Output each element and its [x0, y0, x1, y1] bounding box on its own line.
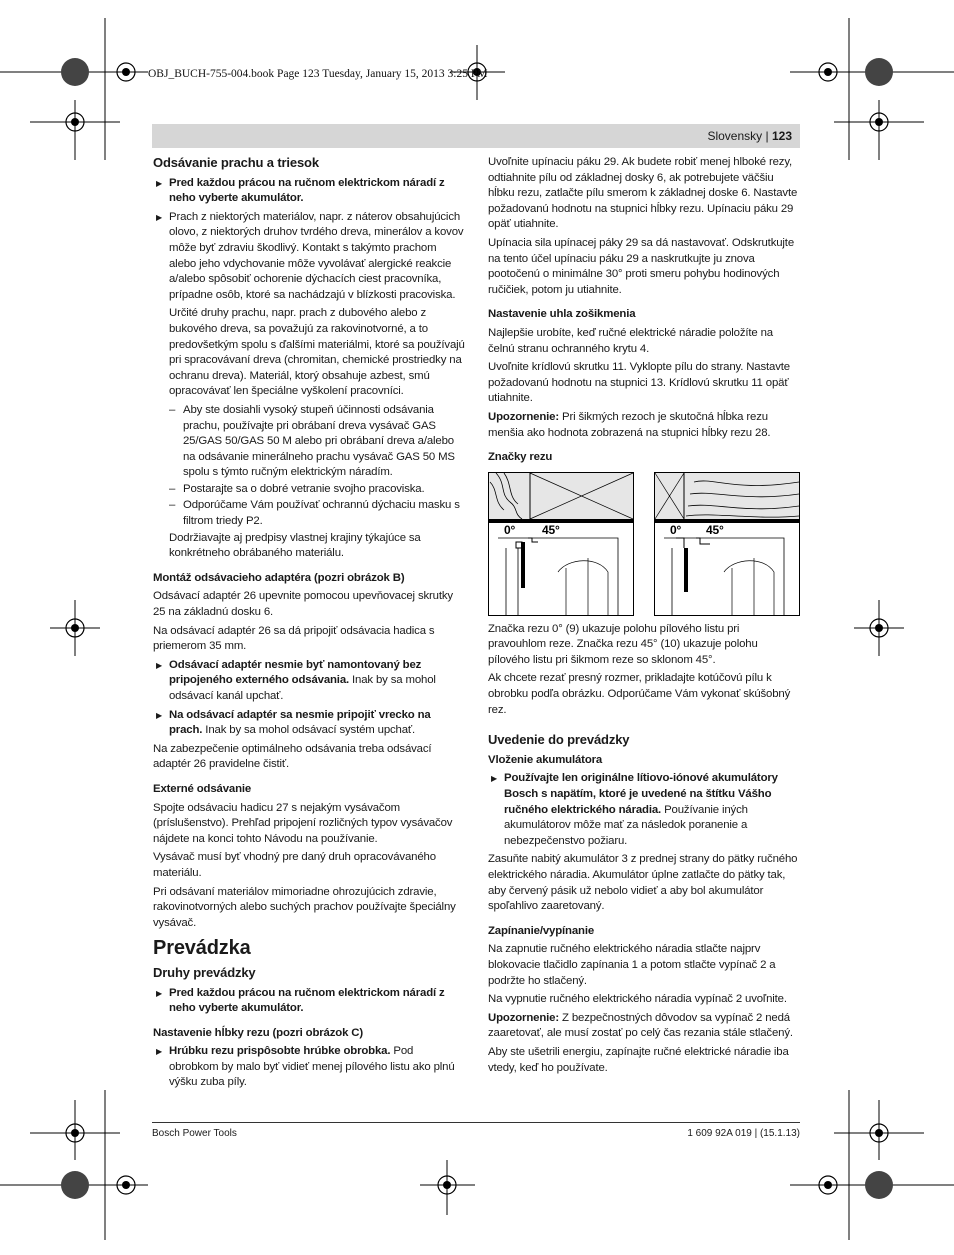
footer-doc-number: 1 609 92A 019 | (15.1.13) [687, 1128, 800, 1139]
subsection-title-battery: Vloženie akumulátora [488, 753, 603, 766]
paragraph: Pri odsávaní materiálov mimoriadne ohrozujúcich zdravie, rakovinotvorných alebo suchých prachov používajte špeciálny vysávač. [153, 885, 456, 929]
paragraph: Na zabezpečenie optimálneho odsávania treba odsávací adaptér 26 pravidelne čistiť. [153, 742, 432, 771]
note [488, 1011, 800, 1042]
warning-bullet [488, 771, 800, 849]
figure-45-degree-cut [654, 472, 800, 616]
label-45-degree: 45° [706, 522, 724, 537]
cut-marks-figures [488, 472, 800, 616]
bullet-text: Pod obrobkom by malo byť vidieť menej pílového listu ako plnú výšku zuba píly. [169, 1045, 455, 1089]
header-language: Slovensky [707, 129, 763, 143]
note-label: Upozornenie: [488, 410, 559, 423]
subsection-title-switch: Zapínanie/vypínanie [488, 924, 595, 937]
paragraph: Na odsávací adaptér 26 sa dá pripojiť odsávacia hadica s priemerom 35 mm. [153, 624, 435, 653]
section-title-modes: Druhy prevádzky [153, 964, 256, 980]
note [488, 410, 800, 441]
note-text: Z bezpečnostných dôvodov sa vypínač 2 nedá zaaretovať, ale musí zostať po celý čas rezania stále stlačený. [488, 1011, 793, 1040]
right-column [488, 155, 800, 1079]
bullet-bold: Používajte len originálne lítiovo-iónové akumulátory Bosch s napätím, ktoré je uvedené na štítku Vášho ručného elektrického náradia. [504, 772, 778, 816]
subsection-title-depth: Nastavenie hĺbky rezu (pozri obrázok C) [153, 1026, 363, 1039]
paragraph: Ak chcete rezať presný rozmer, prikladajte kotúčovú pílu k obrobku podľa obrázku. Odporúčame Vám vykonať skúšobný rez. [488, 672, 791, 716]
warning-bullet [153, 210, 465, 304]
bullet-text: Pred každou prácou na ručnom elektrickom náradí z neho vyberte akumulátor. [169, 986, 445, 1015]
note-text: Pri šikmých rezoch je skutočná hĺbka rezu menšia ako hodnota zobrazená na stupnici hĺbky rezu 28. [488, 410, 771, 439]
label-45-degree: 45° [542, 522, 560, 537]
paragraph: Odsávací adaptér 26 upevnite pomocou upevňovacej skrutky 25 na základnú dosku 6. [153, 590, 453, 619]
paragraph: Uvoľnite upínaciu páku 29. Ak budete robiť menej hlboké rezy, odtiahnite pílu od základnej dosky 6, ak potrebujete väčšiu hĺbku rezu, zatlačte pílu smerom k základnej doske 6. Nastavte požadovanú hodnotu na stupnici hĺbky rezu. Upínaciu páku 29 opäť utiahnite. [488, 156, 798, 231]
note-label: Upozornenie: [488, 1011, 559, 1024]
figure-0-degree-cut [488, 472, 634, 616]
page-footer [152, 1122, 800, 1139]
dash-item: – Postarajte sa o dobré vetranie svojho pracoviska. [153, 482, 465, 498]
bullet-bold: Na odsávací adaptér sa nesmie pripojiť vrecko na prach. [169, 708, 431, 737]
paragraph: Spojte odsávaciu hadicu 27 s nejakým vysávačom (príslušenstvo). Prehľad pripojení rozličných typov vysávačov nájdete na konci tohto Návodu na používanie. [153, 801, 453, 845]
paragraph: Na zapnutie ručného elektrického náradia stlačte najprv blokovacie tlačidlo zapínania 1 a potom stlačte vypínač 2 a podržte ho stlačený. [488, 943, 776, 987]
paragraph: Uvoľnite krídlovú skrutku 11. Vyklopte pílu do strany. Nastavte požadovanú hodnotu na stupnici 13. Krídlovú skrutku 11 opäť utiahnite. [488, 361, 790, 405]
warning-bullet [153, 1044, 465, 1091]
subsection-title-external: Externé odsávanie [153, 782, 252, 795]
warning-bullet [153, 176, 465, 207]
paragraph: Zasuňte nabitý akumulátor 3 z prednej strany do pätky ručného elektrického náradia. Akumulátor úplne zatlačte do pätky tak, aby červený pásik už nebolo vidieť a aby bol akumulátor spoľahlivo zaaretovaný. [488, 853, 798, 913]
bullet-text: Používanie iných akumulátorov môže mať za následok poranenie a nebezpečenstvo požiaru. [504, 803, 748, 847]
warning-bullet [153, 708, 465, 739]
chapter-title-operation: Prevádzka [153, 937, 251, 960]
bullet-text: Inak by sa mohol odsávací kanál upchať. [169, 674, 436, 702]
label-0-degree: 0° [670, 522, 682, 537]
page-number: 123 [771, 129, 792, 143]
bullet-bold: Odsávací adaptér nesmie byť namontovaný bez pripojeného externého odsávania. [169, 658, 422, 687]
footer-brand: Bosch Power Tools [152, 1128, 237, 1139]
bullet-text: Inak by sa mohol odsávací systém upchať. [202, 724, 416, 737]
paragraph: Určité druhy prachu, napr. prach z dubového alebo z bukového dreva, sa považujú za rakovinotvorné, a to predovšetkým spolu s ďalšími materiálmi, ktoré sa používajú pri spracovávaní dreva (chromitan, chemické prostriedky na ochranu dreva). Materiál, ktorý obsahuje azbest, smú opracovávať len špeciálne vyškolení pracovníci. [169, 307, 465, 398]
paragraph: Aby ste ušetrili energiu, zapínajte ručné elektrické náradie iba vtedy, keď ho používate. [488, 1045, 789, 1074]
left-column [153, 155, 465, 1094]
dash-item: – Odporúčame Vám používať ochrannú dýchaciu masku s filtrom triedy P2. [153, 498, 465, 529]
warning-bullet [153, 986, 465, 1017]
header-language-page [707, 129, 792, 143]
paragraph: Vysávač musí byť vhodný pre daný druh opracovávaného materiálu. [153, 851, 436, 879]
running-header [152, 124, 800, 148]
paragraph: Dodržiavajte aj predpisy vlastnej krajiny týkajúce sa konkrétneho obrábaného materiálu. [169, 531, 421, 560]
dash-item: – Aby ste dosiahli vysoký stupeň účinnosti odsávania prachu, používajte pri obrábaní dreva vysávač GAS 25/GAS 50/GAS 50 M alebo pri obrábaní dreva a/alebo na odsávanie minerálneho prachu vysávač GAS 50 MS spolu s týmto ručným elektrickým náradím. [153, 403, 465, 481]
header-separator: | [765, 129, 769, 143]
subsection-title-marks: Značky rezu [488, 451, 553, 464]
subsection-title-bevel: Nastavenie uhla zošikmenia [488, 308, 636, 321]
paragraph: Na vypnutie ručného elektrického náradia vypínač 2 uvoľnite. [488, 993, 787, 1006]
paragraph: Značka rezu 0° (9) ukazuje polohu pílového listu pri pravouhlom reze. Značka rezu 45° (10) ukazuje polohu pílového listu pri šikmom reze so sklonom 45°. [488, 622, 758, 666]
print-header: OBJ_BUCH-755-004.book Page 123 Tuesday, January 15, 2013 3:25 PM [148, 68, 488, 80]
warning-bullet [153, 658, 465, 705]
section-title-dust: Odsávanie prachu a triesok [153, 155, 319, 170]
paragraph: Najlepšie urobíte, keď ručné elektrické náradie položíte na čelnú stranu ochranného krytu 4. [488, 326, 773, 355]
section-title-startup: Uvedenie do prevádzky [488, 732, 630, 748]
paragraph: Upínacia sila upínacej páky 29 sa dá nastavovať. Odskrutkujte na tento účel upínaciu páku 29 a naskrutkujte ju znova pootočenú o minimálne 30° proti smeru pohybu hodinových ručičiek, potom ju utiahnite. [488, 236, 795, 296]
label-0-degree: 0° [504, 522, 516, 537]
bullet-text: Prach z niektorých materiálov, napr. z náterov obsahujúcich olovo, z niektorých druhov tvrdého dreva, minerálov a kovov môže byť zdraviu škodlivý. Kontakt s takýmto prachom alebo jeho vdychovanie môže vyvolávať alergické reakcie a/alebo spôsobiť ochorenie dýchacích ciest pracovníka, prípadne osôb, ktoré sa nachádzajú v blízkosti pracoviska. [169, 210, 464, 301]
subsection-title-adapter: Montáž odsávacieho adaptéra (pozri obrázok B) [153, 571, 405, 584]
bullet-text: Pred každou prácou na ručnom elektrickom náradí z neho vyberte akumulátor. [169, 176, 445, 205]
bullet-bold: Hrúbku rezu prispôsobte hrúbke obrobka. [169, 1045, 391, 1058]
